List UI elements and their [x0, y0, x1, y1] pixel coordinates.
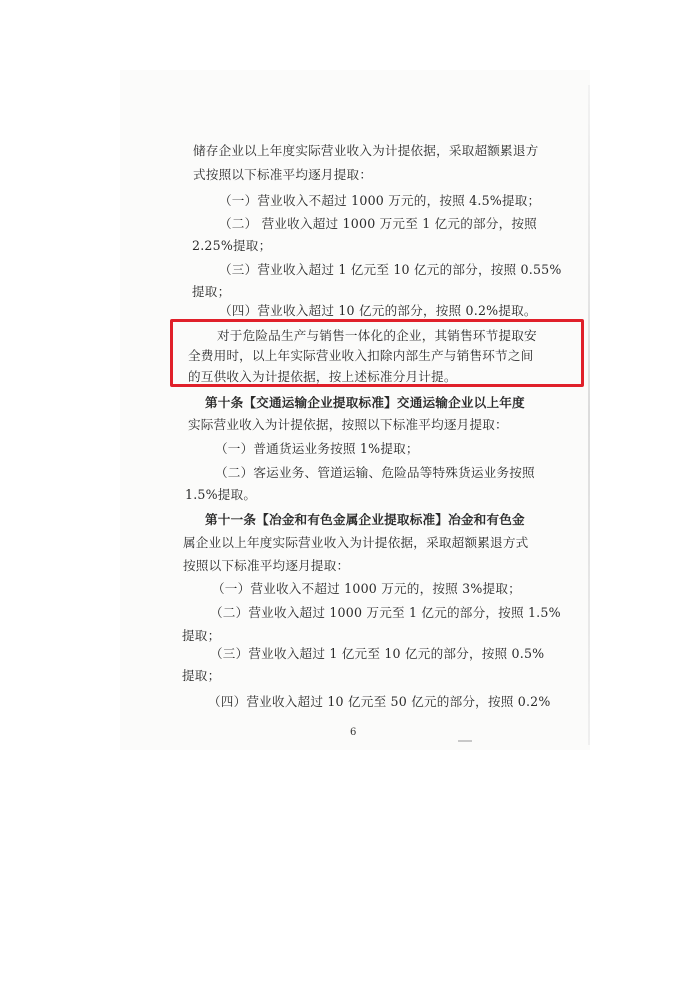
- text-line: 实际营业收入为计提依据，按照以下标准平均逐月提取：: [188, 417, 508, 432]
- text-line: （二） 营业收入超过 1000 万元至 1 亿元的部分，按照: [219, 216, 537, 231]
- text-line: 提取；: [192, 284, 231, 299]
- page-edge-shadow: [588, 85, 590, 745]
- page-number: 6: [350, 727, 357, 738]
- scan-mark: [458, 740, 472, 742]
- article-heading-11: 第十一条【冶金和有色金属企业提取标准】冶金和有色金: [205, 512, 525, 527]
- text-line: （三）营业收入超过 1 亿元至 10 亿元的部分，按照 0.55%: [219, 262, 562, 277]
- text-line: 提取；: [182, 628, 221, 643]
- text-line: （二）营业收入超过 1000 万元至 1 亿元的部分，按照 1.5%: [210, 605, 561, 620]
- article-heading-10: 第十条【交通运输企业提取标准】交通运输企业以上年度: [205, 395, 525, 410]
- text-line: 属企业以上年度实际营业收入为计提依据，采取超额累退方式: [183, 535, 529, 550]
- highlighted-text-line: 的互供收入为计提依据，按上述标准分月计提。: [188, 369, 457, 384]
- text-line: 储存企业以上年度实际营业收入为计提依据，采取超额累退方: [193, 143, 539, 158]
- text-line: （四）营业收入超过 10 亿元的部分，按照 0.2%提取。: [219, 303, 537, 318]
- highlighted-text-line: 对于危险品生产与销售一体化的企业，其销售环节提取安: [217, 328, 537, 343]
- text-line: （一）营业收入不超过 1000 万元的，按照 4.5%提取；: [219, 193, 541, 208]
- text-line: （三）营业收入超过 1 亿元至 10 亿元的部分，按照 0.5%: [210, 646, 545, 661]
- text-line: （一）营业收入不超过 1000 万元的，按照 3%提取；: [212, 581, 521, 596]
- text-line: （一）普通货运业务按照 1%提取；: [215, 441, 419, 456]
- text-line: 式按照以下标准平均逐月提取：: [193, 167, 373, 182]
- text-line: （四）营业收入超过 10 亿元至 50 亿元的部分，按照 0.2%: [208, 694, 551, 709]
- text-line: （二）客运业务、管道运输、危险品等特殊货运业务按照: [215, 465, 535, 480]
- highlighted-text-line: 全费用时，以上年实际营业收入扣除内部生产与销售环节之间: [188, 348, 534, 363]
- text-line: 按照以下标准平均逐月提取：: [183, 558, 350, 573]
- text-line: 2.25%提取；: [192, 238, 272, 253]
- text-line: 1.5%提取。: [185, 487, 257, 502]
- text-line: 提取；: [182, 668, 221, 683]
